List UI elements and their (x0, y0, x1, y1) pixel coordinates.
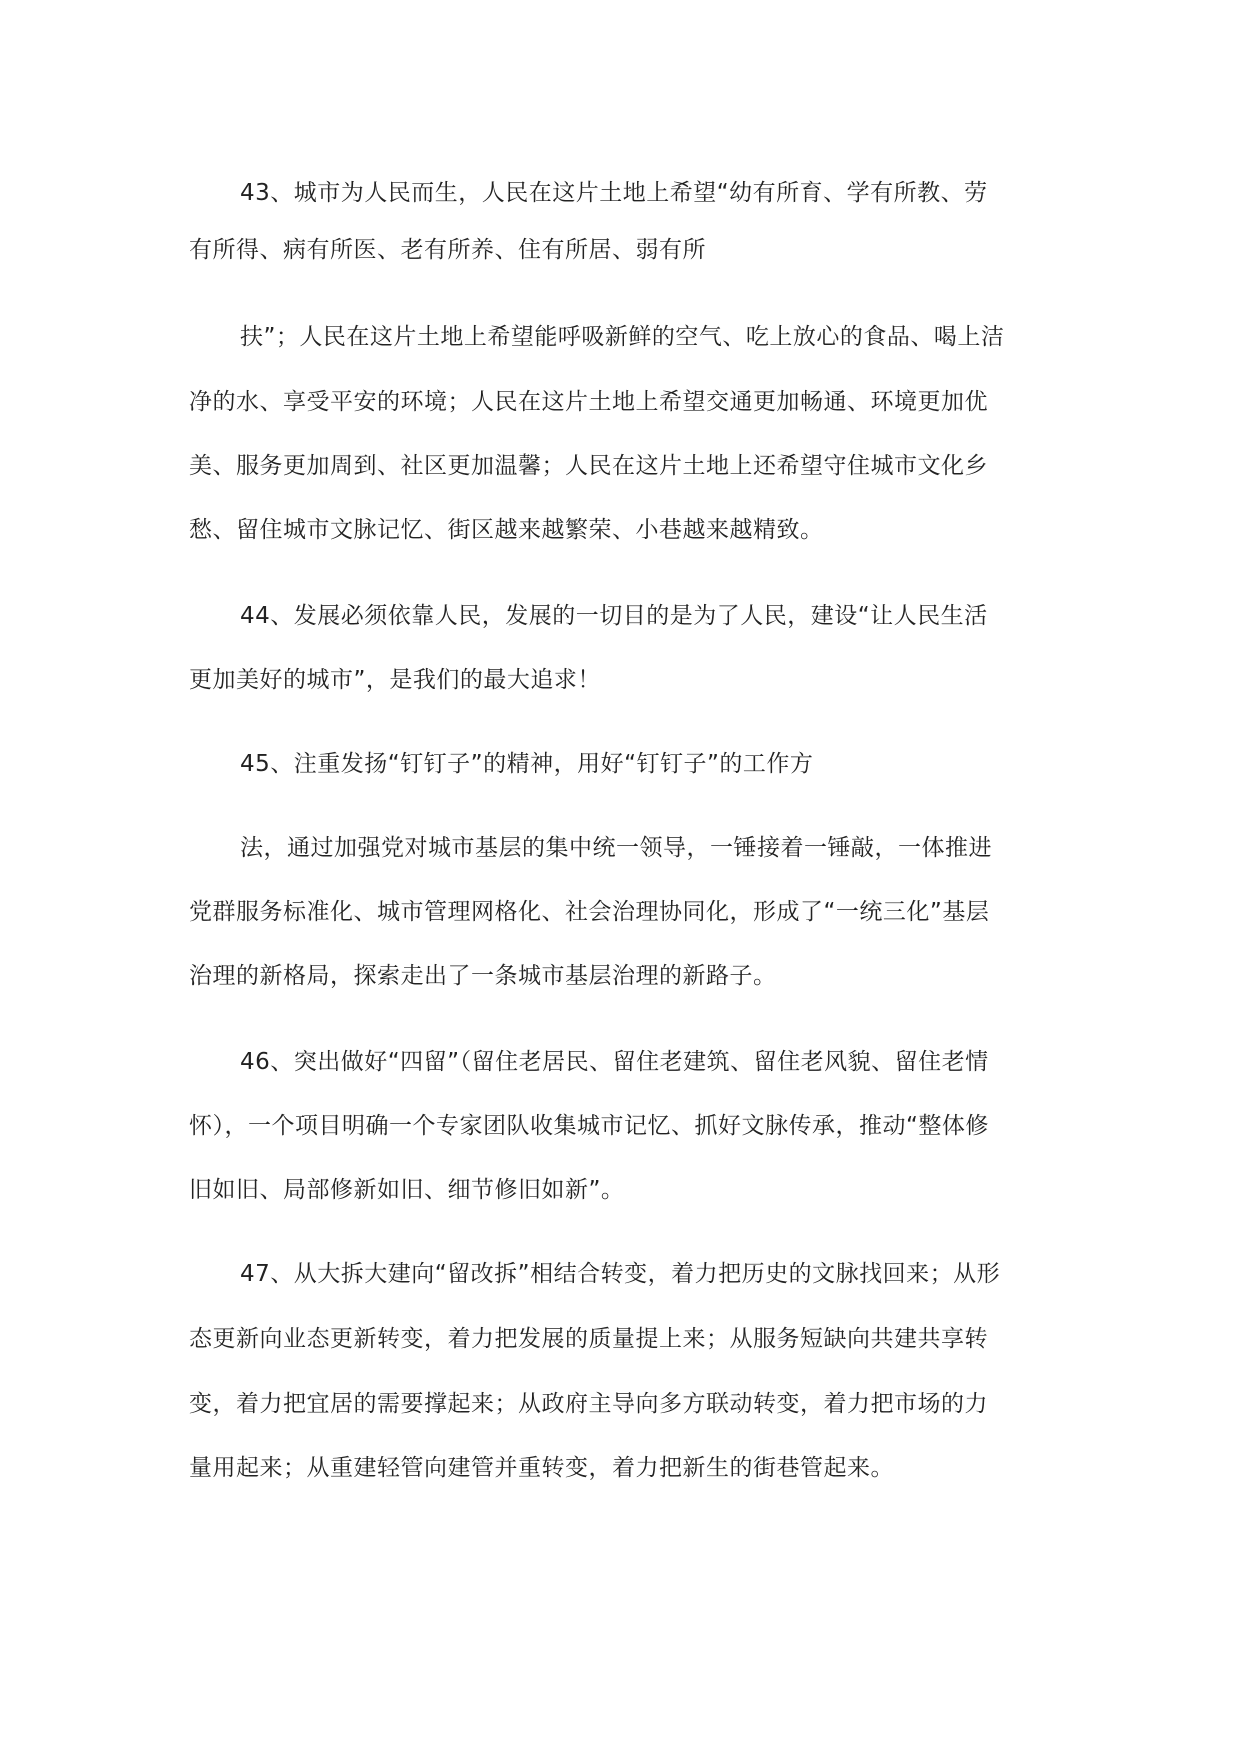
paragraph-45b-line-3: 治理的新格局，探索走出了一条城市基层治理的新路子。 (189, 963, 777, 989)
paragraph-47-line-3: 变，着力把宜居的需要撑起来；从政府主导向多方联动转变，着力把市场的力 (189, 1391, 988, 1417)
paragraph-43-line-2: 有所得、病有所医、老有所养、住有所居、弱有所 (189, 237, 706, 263)
paragraph-45b-line-1: 法，通过加强党对城市基层的集中统一领导，一锤接着一锤敲，一体推进 (240, 835, 992, 861)
paragraph-45b-line-2: 党群服务标准化、城市管理网格化、社会治理协同化，形成了“一统三化”基层 (189, 899, 990, 925)
paragraph-47-line-2: 态更新向业态更新转变，着力把发展的质量提上来；从服务短缺向共建共享转 (189, 1326, 988, 1352)
paragraph-44-line-2: 更加美好的城市”，是我们的最大追求！ (189, 667, 601, 693)
paragraph-43b-line-4: 愁、留住城市文脉记忆、街区越来越繁荣、小巷越来越精致。 (189, 517, 824, 543)
paragraph-46-line-2: 怀），一个项目明确一个专家团队收集城市记忆、抓好文脉传承，推动“整体修 (189, 1113, 989, 1139)
paragraph-44-line-1: 44、发展必须依靠人民，发展的一切目的是为了人民，建设“让人民生活 (240, 603, 988, 629)
paragraph-46-line-3: 旧如旧、局部修新如旧、细节修旧如新”。 (189, 1177, 625, 1203)
paragraph-43b-line-1: 扶”；人民在这片土地上希望能呼吸新鲜的空气、吃上放心的食品、喝上洁 (240, 324, 1005, 350)
paragraph-43b-line-2: 净的水、享受平安的环境；人民在这片土地上希望交通更加畅通、环境更加优 (189, 389, 988, 415)
paragraph-47-line-4: 量用起来；从重建轻管向建管并重转变，着力把新生的街巷管起来。 (189, 1455, 894, 1481)
paragraph-46-line-1: 46、突出做好“四留”（留住老居民、留住老建筑、留住老风貌、留住老情 (240, 1049, 989, 1075)
paragraph-43b-line-3: 美、服务更加周到、社区更加温馨；人民在这片土地上还希望守住城市文化乡 (189, 453, 988, 479)
paragraph-43-line-1: 43、城市为人民而生，人民在这片土地上希望“幼有所育、学有所教、劳 (240, 180, 988, 206)
paragraph-45-line-1: 45、注重发扬“钉钉子”的精神，用好“钉钉子”的工作方 (240, 751, 814, 777)
paragraph-47-line-1: 47、从大拆大建向“留改拆”相结合转变，着力把历史的文脉找回来；从形 (240, 1261, 1001, 1287)
